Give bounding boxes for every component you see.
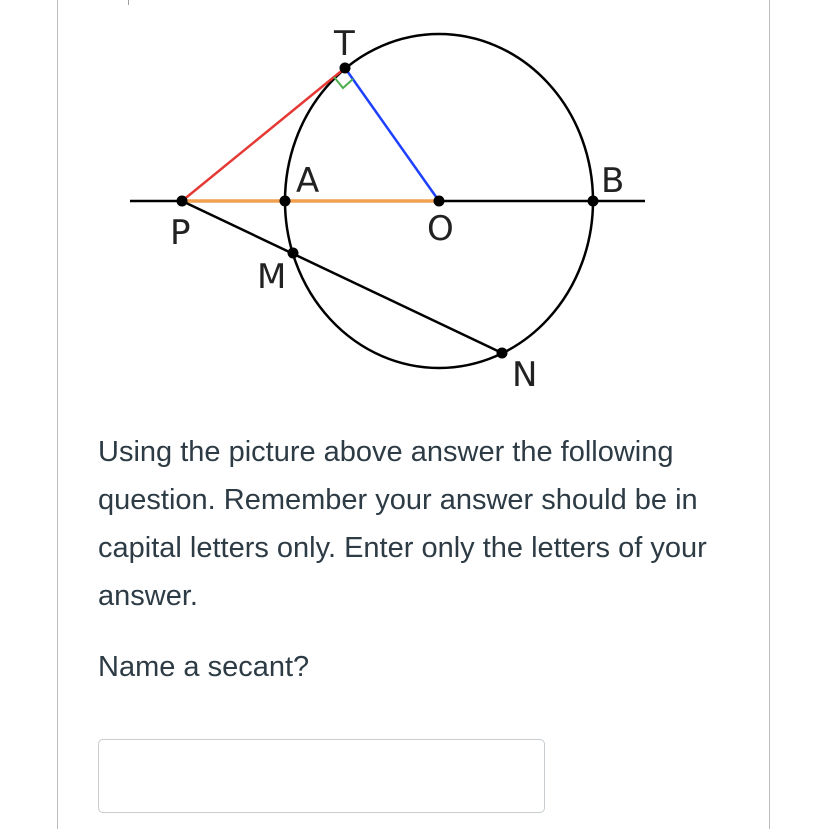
label-M: M: [257, 257, 287, 297]
label-N: N: [512, 355, 538, 395]
circle-diagram: [0, 0, 828, 400]
answer-input[interactable]: [98, 739, 545, 813]
label-P: P: [170, 213, 191, 253]
point-P: [177, 196, 188, 207]
label-B: B: [601, 161, 625, 201]
point-A: [280, 196, 291, 207]
point-B: [588, 196, 599, 207]
label-O: O: [427, 209, 454, 249]
point-T: [340, 63, 351, 74]
tangent-PT: [182, 68, 345, 201]
point-M: [288, 248, 299, 259]
point-N: [497, 348, 508, 359]
question-prompt: Name a secant?: [98, 651, 310, 683]
radius-TO: [345, 68, 439, 201]
label-T: T: [334, 24, 355, 64]
point-O: [434, 196, 445, 207]
geometry-figure: [0, 0, 828, 400]
label-A: A: [296, 161, 320, 201]
question-text: Using the picture above answer the following question. Remember your answer should be in capital letters only. Enter only the letters of your answer.: [98, 436, 707, 612]
right-angle-mark: [334, 77, 353, 88]
